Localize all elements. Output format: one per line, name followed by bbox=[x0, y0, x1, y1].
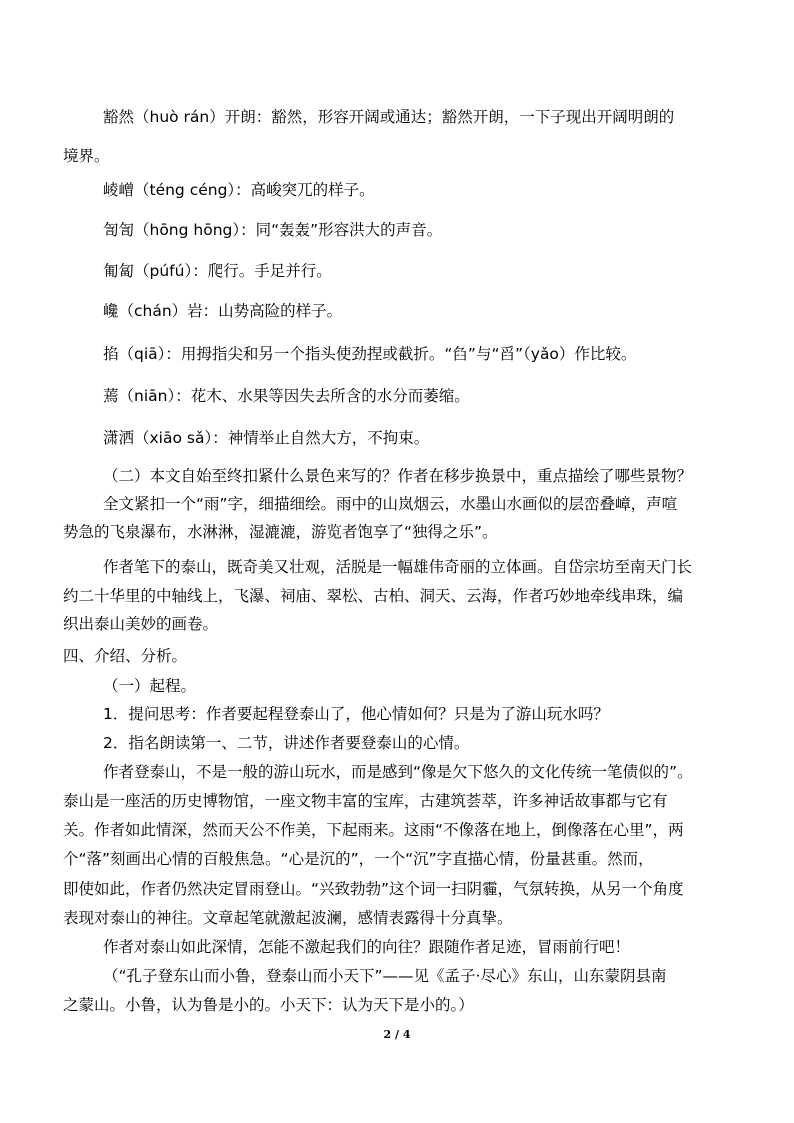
text-line: 2．指名朗读第一、二节，讲述作者要登泰山的心情。 bbox=[103, 734, 470, 752]
text-line: 豁然（huò rán）开朗：豁然，形容开阔或通达；豁然开朗，一下子现出开阔明朗的 bbox=[103, 108, 675, 126]
text-line: 潇洒（xiāo sǎ）：神情举止自然大方，不拘束。 bbox=[103, 429, 430, 447]
text-line: （“孔子登东山而小鲁，登泰山而小天下”——见《孟子·尽心》东山，山东蒙阴县南 bbox=[103, 967, 667, 985]
text-line: 表现对泰山的神往。文章起笔就激起波澜，感情表露得十分真挚。 bbox=[63, 909, 513, 927]
text-line: 巉（chán）岩：山势高险的样子。 bbox=[103, 302, 343, 320]
subsection-heading: （一）起程。 bbox=[103, 677, 197, 695]
text-line: 1．提问思考：作者要起程登泰山了，他心情如何？只是为了游山玩水吗？ bbox=[103, 705, 609, 723]
text-line: 泰山是一座活的历史博物馆，一座文物丰富的宝库，古建筑荟萃，许多神话故事都与它有 bbox=[63, 792, 668, 810]
text-line: 蔫（niān）：花木、水果等因失去所含的水分而萎缩。 bbox=[103, 387, 470, 405]
text-line: 作者笔下的泰山，既奇美又壮观，活脱是一幅雄伟奇丽的立体画。自岱宗坊至南天门长 bbox=[103, 558, 693, 576]
text-line: 境界。 bbox=[63, 147, 110, 165]
text-line: 约二十华里的中轴线上，飞瀑、祠庙、翠松、古柏、洞天、云海，作者巧妙地牵线串珠，编 bbox=[63, 587, 684, 605]
text-line: 掐（qiā）：用拇指尖和另一个指头使劲捏或截折。“臽”与“舀”（yǎo）作比较。 bbox=[103, 345, 637, 363]
text-line: 势急的飞泉瀑布，水淋淋，湿漉漉，游览者饱享了“独得之乐”。 bbox=[63, 523, 498, 541]
section-heading: （二）本文自始至终扣紧什么景色来写的？作者在移步换景中，重点描绘了哪些景物？ bbox=[103, 467, 693, 485]
text-line: 匍匐（púfú）：爬行。手足并行。 bbox=[103, 262, 332, 280]
section-heading: 四、介绍、分析。 bbox=[63, 647, 188, 665]
text-line: 个“落”刻画出心情的百般焦急。“心是沉的”，一个“沉”字直描心情，份量甚重。然而， bbox=[63, 850, 654, 868]
text-line: 作者对泰山如此深情，怎能不激起我们的向往？跟随作者足迹，冒雨前行吧！ bbox=[103, 938, 631, 956]
text-line: 訇訇（hōng hōng）：同“轰轰”形容洪大的声音。 bbox=[103, 221, 443, 239]
page-number: 2 / 4 bbox=[383, 1028, 411, 1041]
text-line: 崚嶒（téng céng）：高峻突兀的样子。 bbox=[103, 181, 375, 199]
text-line: 全文紧扣一个“雨”字，细描细绘。雨中的山岚烟云，水墨山水画似的层峦叠嶂，声喧 bbox=[103, 495, 678, 513]
text-line: 即使如此，作者仍然决定冒雨登山。“兴致勃勃”这个词一扫阴霾，气氛转换，从另一个角度 bbox=[63, 880, 684, 898]
text-line: 关。作者如此情深，然而天公不作美，下起雨来。这雨“不像落在地上，倒像落在心里”，两 bbox=[63, 821, 684, 839]
text-line: 之蒙山。小鲁，认为鲁是小的。小天下：认为天下是小的。） bbox=[63, 996, 474, 1014]
text-line: 作者登泰山，不是一般的游山玩水，而是感到“像是欠下悠久的文化传统一笔债似的”。 bbox=[103, 763, 693, 781]
text-line: 织出泰山美妙的画卷。 bbox=[63, 615, 219, 633]
